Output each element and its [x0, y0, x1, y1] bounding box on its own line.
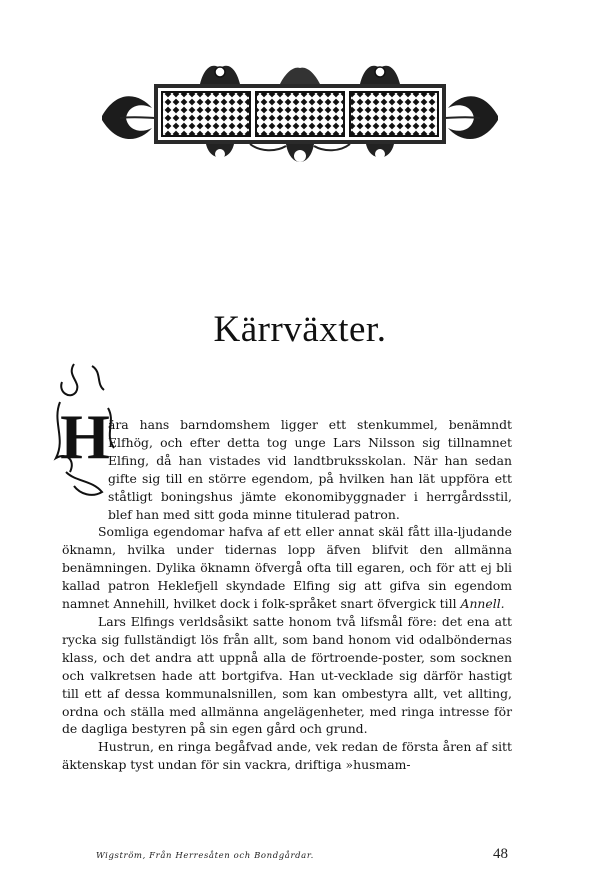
paragraph: Lars Elfings verldsåsikt satte honom två lifsmål före: det ena att rycka sig fullständigt lös från allt, som band honom vid odalböndernas klass, och det andra att uppnå alla de förtroende-poster, som socknen och valkretsen hade att bortgifva. Han ut-vecklade sig därför hastigt till ett af dessa kommunalsnillen, som kan ombestyra allt, vet allting, ordna och ställa med allmänna angelägenheter, med ringa intresse för de dagliga bestyren på sin egen gård och grund.	[62, 613, 512, 737]
place-name-annell: Annell.	[460, 596, 505, 612]
paragraph: Hustrun, en ringa begåfvad ande, vek redan de första åren af sitt äktenskap tyst undan för sin vackra, driftiga »husmam-	[62, 739, 512, 773]
page-number: 48	[493, 846, 508, 862]
page-footer	[96, 846, 508, 866]
paragraph: Somliga egendomar hafva af ett eller annat skäl fått illa-ljudande öknamn, hvilka under tidernas lopp äfven blifvit den allmänna benämningen. Dylika öknamn öfvergå ofta till egaren, och för att ej bli kallad patron Heklefjell skyndade Elfing sig att gifva sin egendom namnet Annehill, hvilket dock i folk-språket snart öfvergick till Annell.	[62, 524, 512, 612]
paragraph: ära hans barndomshem ligger ett stenkummel, benämndt Elfhög, och efter detta tog unge Lars Nilsson sig tillnamnet Elfing, då han vistades vid landtbruksskolan. När han sedan gifte sig till en större egendom, på hvilken han lät uppföra ett ståtligt boningshus jämte ekonomibyggnader i herrgårdsstil, blef han med sitt goda minne titulerad patron.	[108, 417, 512, 522]
running-foot: Wigström, Från Herresåten och Bondgårdar.	[96, 851, 314, 861]
svg-text:H: H	[60, 401, 110, 472]
ornamental-headpiece	[100, 58, 500, 180]
chapter-title: Kärrväxter.	[213, 309, 387, 350]
body-text	[62, 416, 512, 774]
